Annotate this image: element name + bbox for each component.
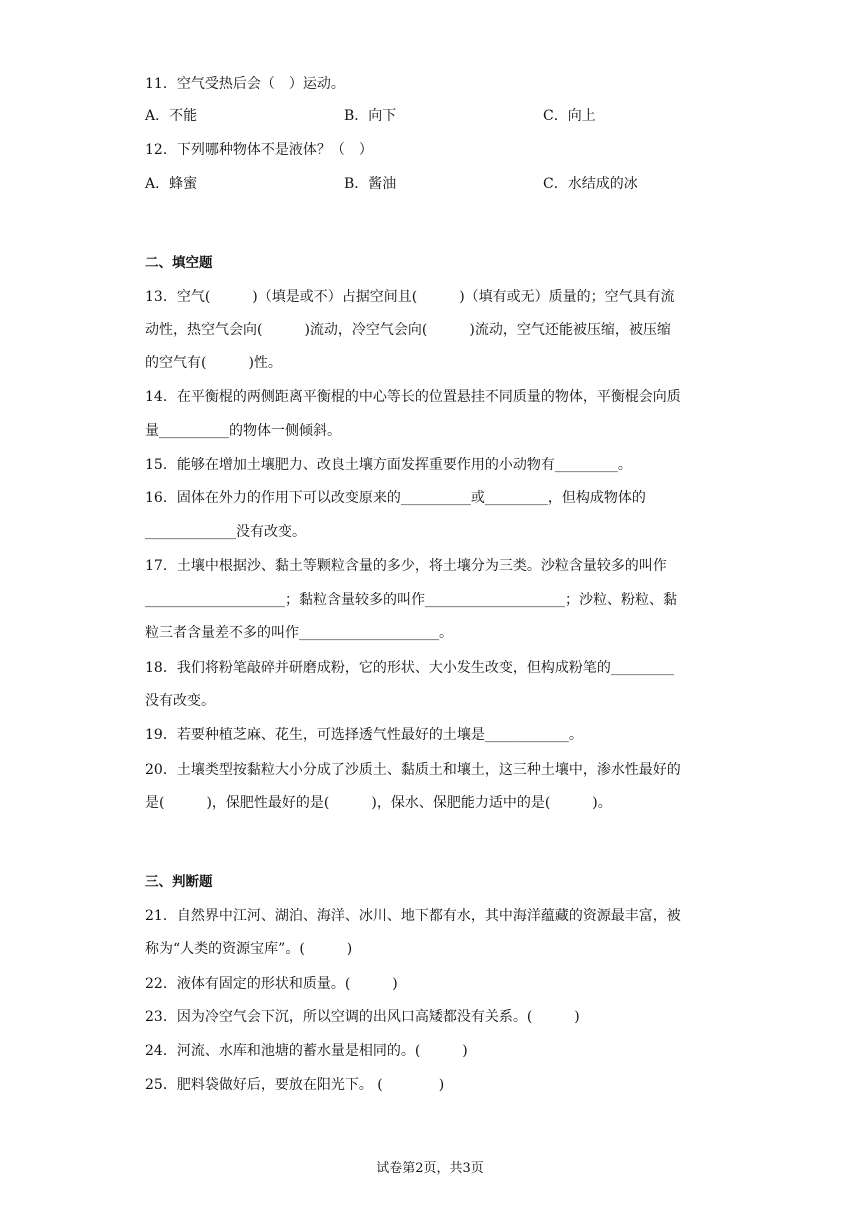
question-21-line-2: 称为“人类的资源宝库”。( ) xyxy=(145,941,353,957)
question-13-line-1: 13．空气( )（填是或不）占据空间且( )（填有或无）质量的；空气具有流 xyxy=(145,289,675,305)
question-19-line-1: 19．若要种植芝麻、花生，可选择透气性最好的土壤是____________。 xyxy=(145,727,583,743)
question-13-line-2: 动性，热空气会向( )流动，冷空气会向( )流动，空气还能被压缩，被压缩 xyxy=(145,322,671,338)
question-21-line-1: 21．自然界中江河、湖泊、海洋、冰川、地下都有水，其中海洋蕴藏的资源最丰富，被 xyxy=(145,908,681,924)
question-13-line-3: 的空气有( )性。 xyxy=(145,355,282,371)
question-11-option-b: B．向下 xyxy=(344,108,397,124)
question-12-option-a: A．蜂蜜 xyxy=(145,176,198,192)
question-17-line-1: 17．土壤中根据沙、黏土等颗粒含量的多少，将土壤分为三类。沙粒含量较多的叫作 xyxy=(145,558,667,574)
section-heading-fill-in: 二、填空题 xyxy=(145,255,213,271)
question-20-line-2: 是( )，保肥性最好的是( )，保水、保肥能力适中的是( )。 xyxy=(145,795,612,811)
question-11-option-c: C．向上 xyxy=(543,108,596,124)
question-24-line-1: 24．河流、水库和池塘的蓄水量是相同的。( ) xyxy=(145,1043,468,1059)
question-18-line-1: 18．我们将粉笔敲碎并研磨成粉，它的形状、大小发生改变，但构成粉笔的_________ xyxy=(145,660,674,676)
question-18-line-2: 没有改变。 xyxy=(145,693,215,709)
section-heading-true-false: 三、判断题 xyxy=(145,874,213,890)
question-17-line-2: ____________________；黏粒含量较多的叫作____________________；沙粒、粉粒、黏 xyxy=(145,592,677,608)
question-15-line-1: 15．能够在增加土壤肥力、改良土壤方面发挥重要作用的小动物有_________。 xyxy=(145,457,632,473)
question-20-line-1: 20．土壤类型按黏粒大小分成了沙质土、黏质土和壤土，这三种土壤中，渗水性最好的 xyxy=(145,762,681,778)
question-12-stem: 12．下列哪种物体不是液体？（ ） xyxy=(145,142,373,158)
question-11-option-a: A．不能 xyxy=(145,108,198,124)
question-14-line-2: 量__________的物体一侧倾斜。 xyxy=(145,423,341,439)
question-16-line-2: _____________没有改变。 xyxy=(145,524,306,540)
page-footer: 试卷第2页，共3页 xyxy=(376,1161,484,1176)
question-11-stem: 11．空气受热后会（ ）运动。 xyxy=(145,76,345,92)
question-14-line-1: 14．在平衡棍的两侧距离平衡棍的中心等长的位置悬挂不同质量的物体，平衡棍会向质 xyxy=(145,389,681,405)
question-22-line-1: 22．液体有固定的形状和质量。( ) xyxy=(145,976,398,992)
question-12-option-b: B．酱油 xyxy=(344,176,397,192)
question-23-line-1: 23．因为冷空气会下沉，所以空调的出风口高矮都没有关系。( ) xyxy=(145,1009,580,1025)
question-25-line-1: 25．肥料袋做好后，要放在阳光下。 ( ) xyxy=(145,1077,445,1093)
question-16-line-1: 16．固体在外力的作用下可以改变原来的__________或_________，但构成物体的 xyxy=(145,490,646,506)
question-17-line-3: 粒三者含量差不多的叫作____________________。 xyxy=(145,625,453,641)
question-12-option-c: C．水结成的冰 xyxy=(543,176,638,192)
